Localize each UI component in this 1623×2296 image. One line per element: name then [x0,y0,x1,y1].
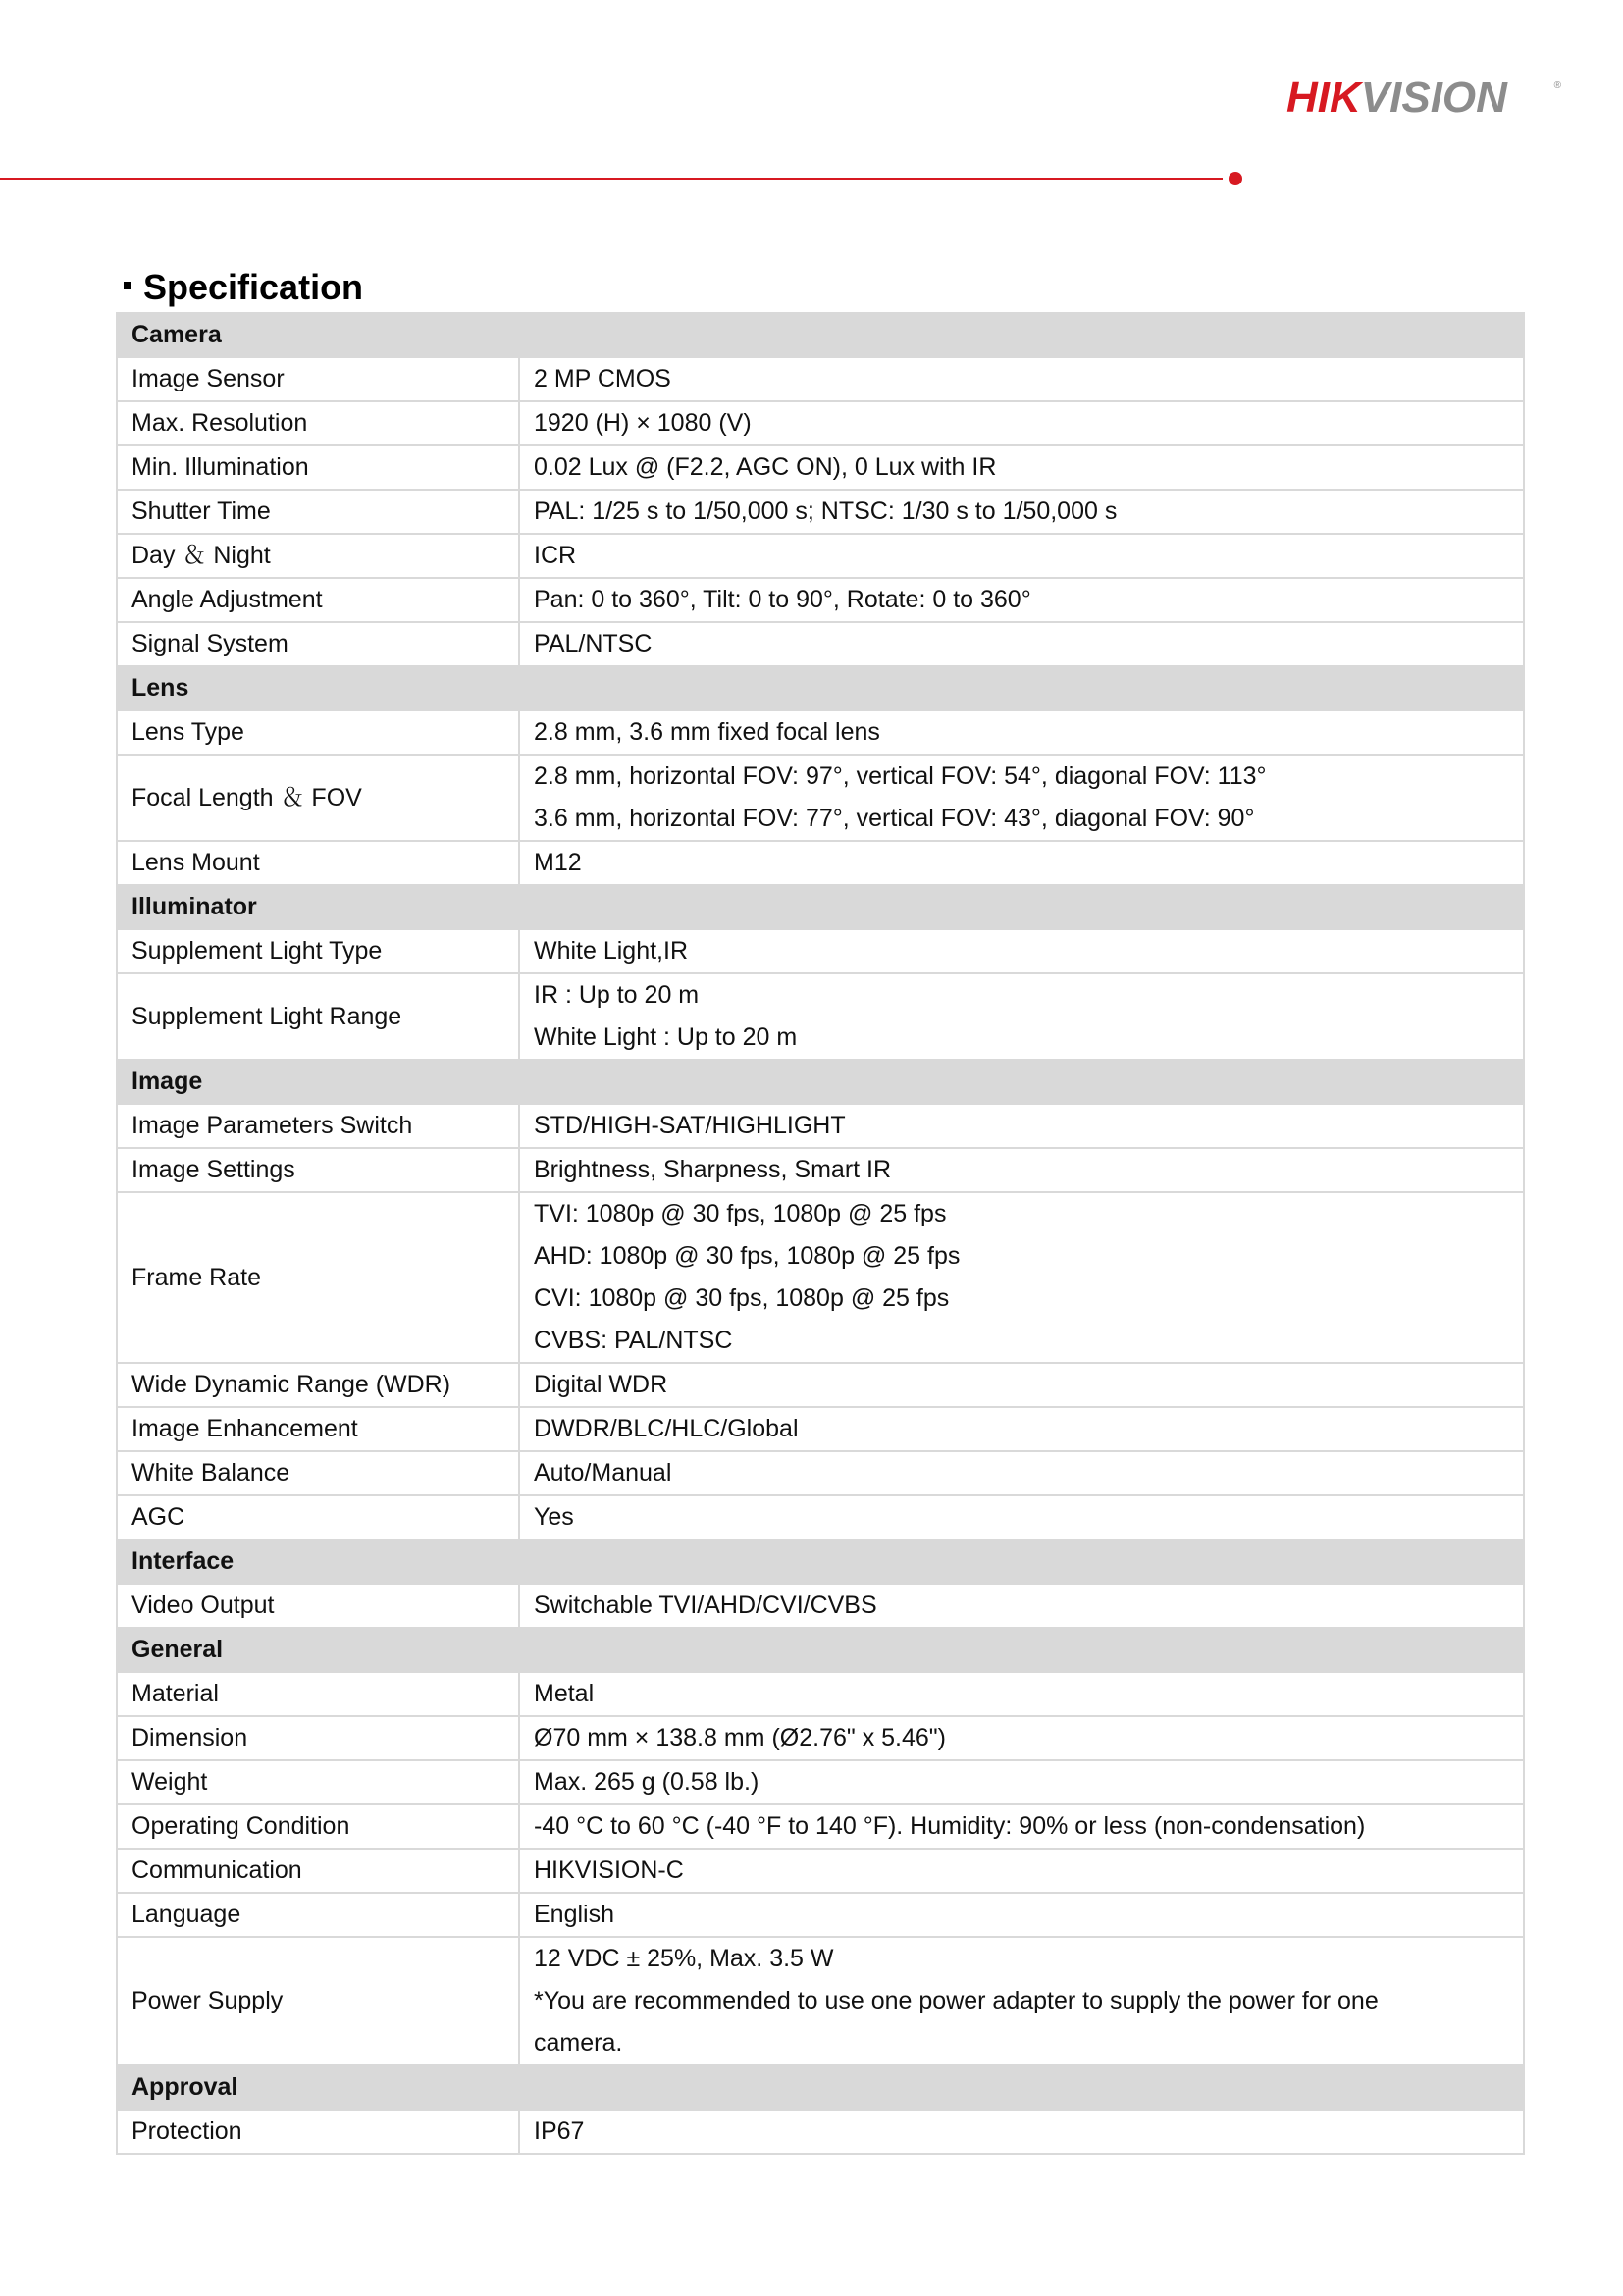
spec-label: Supplement Light Range [117,973,519,1060]
spec-value-line: ICR [534,542,577,569]
spec-row [117,1148,1524,1192]
spec-label: Communication [117,1849,519,1893]
spec-value-line: Switchable TVI/AHD/CVI/CVBS [534,1592,877,1619]
spec-row [117,1760,1524,1804]
spec-value [519,1584,1524,1628]
spec-row [117,401,1524,445]
spec-label: Focal Length ＆ FOV [117,755,519,841]
spec-value-line: HIKVISION-C [534,1856,684,1884]
section-header-row [117,885,1524,929]
spec-label: Supplement Light Type [117,929,519,973]
spec-value-line: 0.02 Lux @ (F2.2, AGC ON), 0 Lux with IR [534,453,997,481]
registered-mark: ® [1553,80,1561,91]
specification-table-body [117,313,1524,2154]
section-header: Image [117,1060,519,1104]
spec-value [519,1495,1524,1539]
section-header-spacer [519,885,1524,929]
spec-label: White Balance [117,1451,519,1495]
spec-value-line: English [534,1901,614,1928]
section-header: Camera [117,313,519,357]
spec-value [519,1804,1524,1849]
spec-value-line: 2 MP CMOS [534,365,671,392]
spec-row [117,1716,1524,1760]
spec-value-line: 1920 (H) × 1080 (V) [534,409,752,437]
spec-value-line: Max. 265 g (0.58 lb.) [534,1768,759,1796]
spec-label: Image Enhancement [117,1407,519,1451]
spec-value-line: 2.8 mm, horizontal FOV: 97°, vertical FOV: 54°, diagonal FOV: 113° [534,762,1267,790]
spec-value [519,2110,1524,2154]
spec-value-line: IR : Up to 20 m [534,981,700,1009]
spec-value-line: camera. [534,2029,623,2057]
spec-row [117,1672,1524,1716]
spec-value [519,1672,1524,1716]
spec-row [117,534,1524,578]
spec-label: Dimension [117,1716,519,1760]
spec-row [117,1104,1524,1148]
spec-value-line: Ø70 mm × 138.8 mm (Ø2.76" x 5.46") [534,1724,946,1751]
hikvision-logo [1286,75,1561,122]
section-header: Approval [117,2065,519,2110]
spec-value [519,1760,1524,1804]
spec-value-line: Metal [534,1680,595,1707]
section-header: General [117,1628,519,1672]
section-header-spacer [519,666,1524,710]
spec-value [519,973,1524,1060]
spec-value [519,1363,1524,1407]
spec-value [519,622,1524,666]
spec-value-line: *You are recommended to use one power adapter to supply the power for one [534,1987,1379,2014]
section-header-row [117,313,1524,357]
section-header-spacer [519,1628,1524,1672]
spec-label: Operating Condition [117,1804,519,1849]
spec-value-line: CVBS: PAL/NTSC [534,1327,733,1354]
spec-value [519,1849,1524,1893]
spec-value [519,578,1524,622]
spec-label: Angle Adjustment [117,578,519,622]
spec-value-line: STD/HIGH-SAT/HIGHLIGHT [534,1112,846,1139]
spec-row [117,1363,1524,1407]
section-header-row [117,1539,1524,1584]
spec-label: Image Parameters Switch [117,1104,519,1148]
spec-value [519,445,1524,490]
header-divider-dot [1229,172,1242,185]
spec-row [117,1804,1524,1849]
spec-value-line: AHD: 1080p @ 30 fps, 1080p @ 25 fps [534,1242,961,1270]
spec-value [519,1148,1524,1192]
spec-label: Power Supply [117,1937,519,2065]
spec-row [117,1849,1524,1893]
section-header: Interface [117,1539,519,1584]
spec-row [117,578,1524,622]
spec-value-line: PAL: 1/25 s to 1/50,000 s; NTSC: 1/30 s to 1/50,000 s [534,497,1118,525]
section-header-spacer [519,1060,1524,1104]
spec-label: Lens Type [117,710,519,755]
spec-value-line: 2.8 mm, 3.6 mm fixed focal lens [534,718,880,746]
spec-value [519,755,1524,841]
spec-label: Max. Resolution [117,401,519,445]
section-header: Illuminator [117,885,519,929]
spec-row [117,1893,1524,1937]
spec-row [117,357,1524,401]
spec-row [117,929,1524,973]
spec-label: Material [117,1672,519,1716]
spec-row [117,841,1524,885]
spec-value-line: -40 °C to 60 °C (-40 °F to 140 °F). Humidity: 90% or less (non-condensation) [534,1812,1366,1840]
spec-value [519,1937,1524,2065]
logo-text-grey: VISION [1360,74,1507,122]
section-header-spacer [519,2065,1524,2110]
spec-value [519,1893,1524,1937]
logo-text-red: HIK [1286,74,1361,122]
spec-label: Lens Mount [117,841,519,885]
spec-value-line: Yes [534,1503,574,1531]
spec-value [519,1104,1524,1148]
spec-value-line: Digital WDR [534,1371,668,1398]
spec-row [117,1937,1524,2065]
spec-label: Image Settings [117,1148,519,1192]
spec-value-line: DWDR/BLC/HLC/Global [534,1415,799,1442]
section-header-spacer [519,1539,1524,1584]
page-title [124,265,363,310]
spec-value-line: PAL/NTSC [534,630,653,657]
spec-label: Shutter Time [117,490,519,534]
spec-row [117,622,1524,666]
spec-label: Frame Rate [117,1192,519,1363]
spec-row [117,1407,1524,1451]
spec-row [117,1584,1524,1628]
spec-label: Weight [117,1760,519,1804]
spec-value-line: TVI: 1080p @ 30 fps, 1080p @ 25 fps [534,1200,947,1227]
spec-value [519,1451,1524,1495]
spec-value-line: White Light : Up to 20 m [534,1023,798,1051]
spec-value [519,1192,1524,1363]
spec-row [117,1192,1524,1363]
spec-label: Day ＆ Night [117,534,519,578]
spec-label: AGC [117,1495,519,1539]
spec-value [519,1716,1524,1760]
spec-value-line: 3.6 mm, horizontal FOV: 77°, vertical FOV: 43°, diagonal FOV: 90° [534,805,1255,832]
spec-row [117,1495,1524,1539]
spec-value [519,1407,1524,1451]
section-header-row [117,666,1524,710]
section-header-row [117,1060,1524,1104]
spec-label: Signal System [117,622,519,666]
spec-value-line: White Light,IR [534,937,689,965]
spec-value-line: CVI: 1080p @ 30 fps, 1080p @ 25 fps [534,1284,950,1312]
section-header-row [117,2065,1524,2110]
spec-label: Min. Illumination [117,445,519,490]
section-header-row [117,1628,1524,1672]
spec-label: Video Output [117,1584,519,1628]
spec-label: Protection [117,2110,519,2154]
title-bullet-icon [124,282,131,289]
spec-value [519,710,1524,755]
page-title-text: Specification [143,267,364,307]
specification-table [116,312,1525,2155]
spec-label: Language [117,1893,519,1937]
spec-value-line: Auto/Manual [534,1459,672,1487]
spec-value [519,401,1524,445]
spec-row [117,490,1524,534]
spec-label: Image Sensor [117,357,519,401]
spec-value-line: 12 VDC ± 25%, Max. 3.5 W [534,1945,834,1972]
spec-value-line: Brightness, Sharpness, Smart IR [534,1156,892,1183]
spec-value-line: M12 [534,849,582,876]
section-header: Lens [117,666,519,710]
spec-value [519,534,1524,578]
spec-row [117,973,1524,1060]
spec-row [117,755,1524,841]
spec-value [519,929,1524,973]
spec-row [117,1451,1524,1495]
logo-wordmark [1286,75,1561,122]
spec-row [117,2110,1524,2154]
spec-value-line: IP67 [534,2117,585,2145]
header-divider [0,178,1223,180]
spec-row [117,445,1524,490]
section-header-spacer [519,313,1524,357]
spec-label: Wide Dynamic Range (WDR) [117,1363,519,1407]
spec-row [117,710,1524,755]
spec-value-line: Pan: 0 to 360°, Tilt: 0 to 90°, Rotate: 0 to 360° [534,586,1031,613]
spec-value [519,490,1524,534]
spec-value [519,841,1524,885]
spec-value [519,357,1524,401]
